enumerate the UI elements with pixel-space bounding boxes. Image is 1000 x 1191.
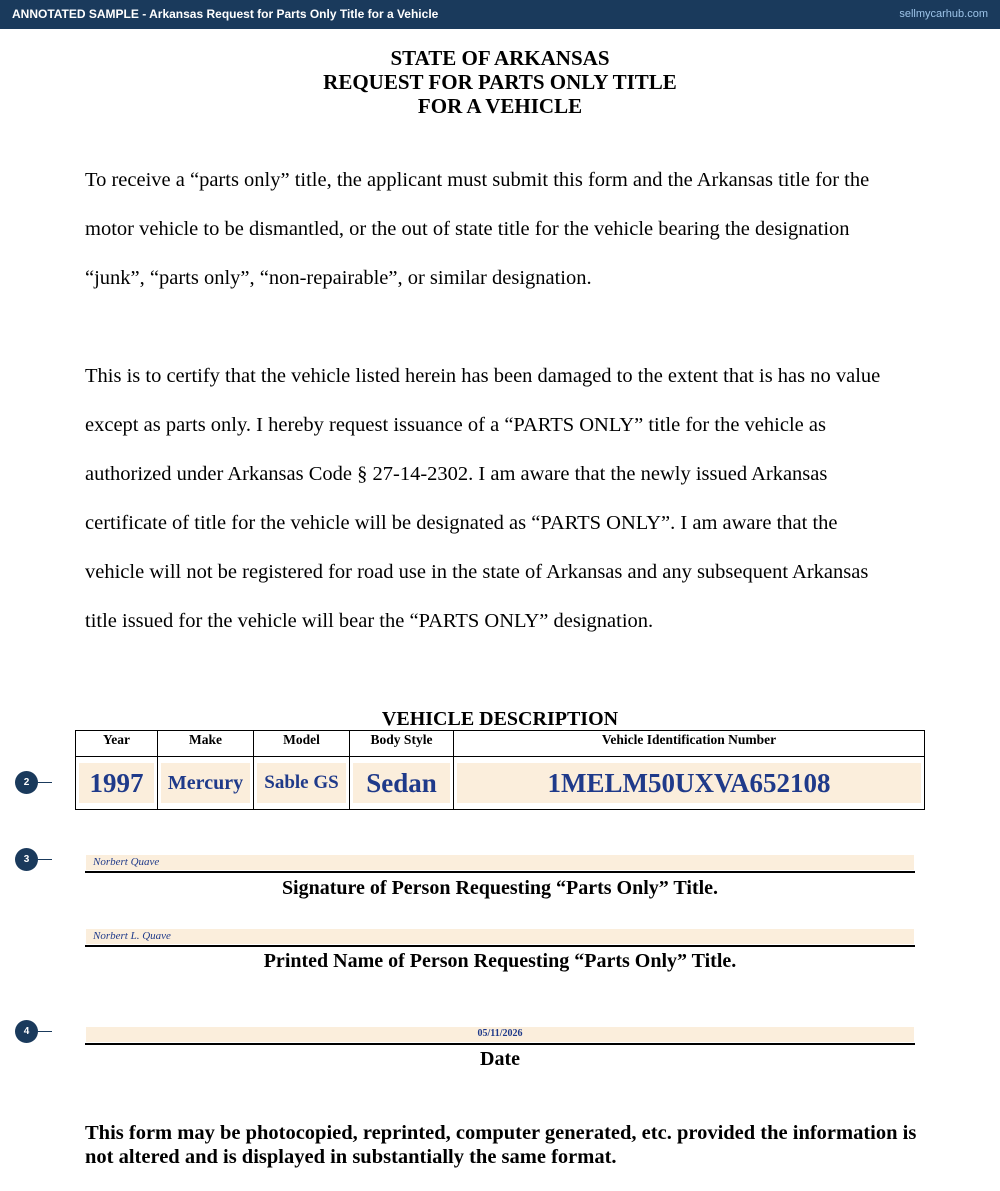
- signature-value: Norbert Quave: [93, 856, 160, 868]
- year-cell: [76, 757, 158, 810]
- signature-line: [85, 871, 915, 873]
- body-style-cell: [350, 757, 454, 810]
- annotation-connector: [38, 1031, 52, 1032]
- vin-field[interactable]: 1MELM50UXVA652108: [457, 763, 921, 803]
- date-value: 05/11/2026: [477, 1028, 523, 1039]
- make-cell: [158, 757, 254, 810]
- intro-line: motor vehicle to be dismantled, or the out of state title for the vehicle bearing the designation: [85, 218, 850, 240]
- reproduction-note: This form may be photocopied, reprinted, computer generated, etc. provided the information is not altered and is displayed in substantially the same format.: [85, 1122, 917, 1168]
- intro-line: To receive a “parts only” title, the applicant must submit this form and the Arkansas title for the: [85, 169, 870, 191]
- header-body-style: Body Style: [350, 731, 454, 757]
- certification-line: except as parts only. I hereby request issuance of a “PARTS ONLY” title for the vehicle as: [85, 414, 826, 436]
- header-model: Model: [254, 731, 350, 757]
- body-style-field[interactable]: Sedan: [353, 763, 450, 803]
- year-field[interactable]: 1997: [79, 763, 154, 803]
- header-make: Make: [158, 731, 254, 757]
- header-vin: Vehicle Identification Number: [454, 731, 925, 757]
- certification-line: This is to certify that the vehicle listed herein has been damaged to the extent that is has no value: [85, 365, 881, 387]
- certification-line: title issued for the vehicle will bear the “PARTS ONLY” designation.: [85, 610, 654, 632]
- signature-label: Signature of Person Requesting “Parts Only” Title.: [281, 877, 719, 899]
- annotation-banner: [0, 0, 1000, 29]
- annotation-connector: [38, 859, 52, 860]
- annotation-marker-4: 4: [15, 1020, 38, 1043]
- intro-paragraph: [85, 156, 925, 303]
- date-line: [85, 1043, 915, 1045]
- certification-paragraph: [85, 352, 925, 646]
- printed-name-line: [85, 945, 915, 947]
- make-field[interactable]: Mercury: [161, 763, 250, 803]
- certification-line: vehicle will not be registered for road use in the state of Arkansas and any subsequent Arkansas: [85, 561, 869, 583]
- form-heading-line-1: STATE OF ARKANSAS: [390, 46, 610, 70]
- printed-name-value: Norbert L. Quave: [93, 930, 171, 942]
- form-heading-line-3: FOR A VEHICLE: [417, 94, 583, 118]
- certification-line: authorized under Arkansas Code § 27-14-2302. I am aware that the newly issued Arkansas: [85, 463, 828, 485]
- certification-line: certificate of title for the vehicle will be designated as “PARTS ONLY”. I am aware that the: [85, 512, 838, 534]
- intro-line: “junk”, “parts only”, “non-repairable”, or similar designation.: [85, 267, 592, 289]
- printed-name-field[interactable]: [86, 929, 914, 944]
- vehicle-description-title: VEHICLE DESCRIPTION: [381, 708, 619, 730]
- header-year: Year: [76, 731, 158, 757]
- form-heading-line-2: REQUEST FOR PARTS ONLY TITLE: [323, 70, 677, 94]
- annotation-marker-2: 2: [15, 771, 38, 794]
- banner-title: ANNOTATED SAMPLE - Arkansas Request for Parts Only Title for a Vehicle: [12, 7, 439, 21]
- banner-site-link[interactable]: sellmycarhub.com: [899, 8, 988, 20]
- model-field[interactable]: Sable GS: [257, 763, 346, 803]
- signature-field[interactable]: [86, 855, 914, 870]
- printed-name-label: Printed Name of Person Requesting “Parts Only” Title.: [263, 950, 737, 972]
- vin-cell: [454, 757, 925, 810]
- date-label: Date: [480, 1048, 520, 1070]
- vehicle-header-row: [76, 731, 925, 757]
- annotation-connector: [38, 782, 52, 783]
- annotation-marker-3: 3: [15, 848, 38, 871]
- model-cell: [254, 757, 350, 810]
- vehicle-description-table: [75, 730, 925, 810]
- vehicle-value-row: [76, 757, 925, 810]
